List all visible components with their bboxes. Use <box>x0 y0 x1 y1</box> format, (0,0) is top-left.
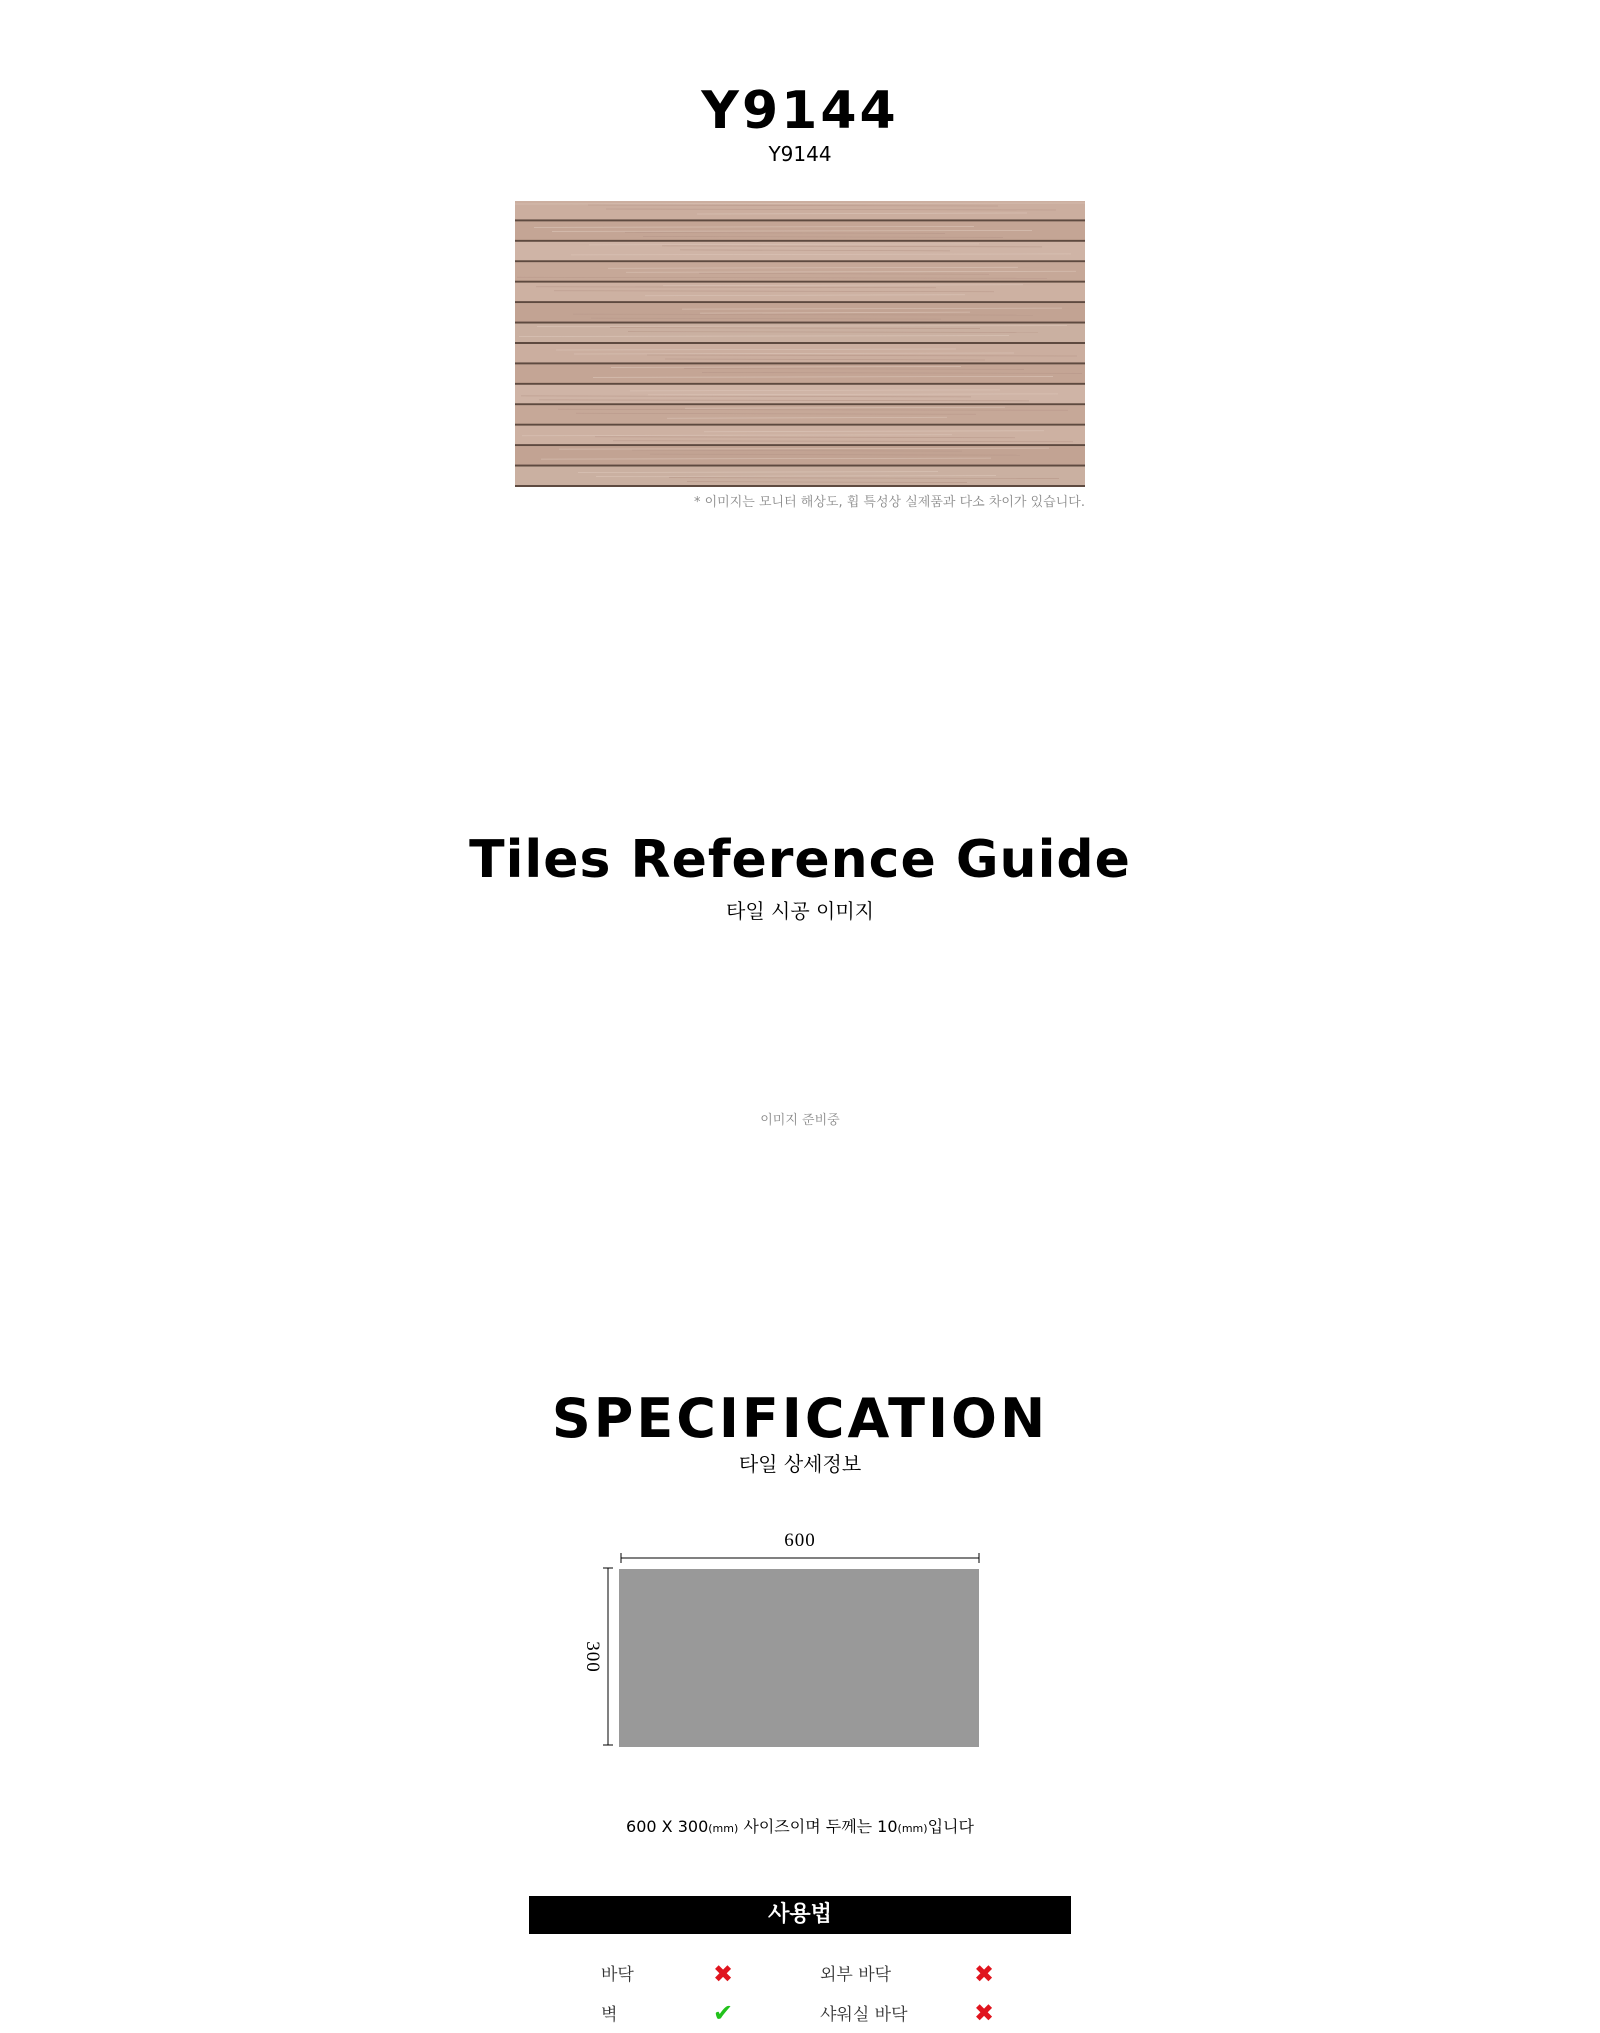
not-allowed-icon: ✖ <box>713 1960 734 1988</box>
usage-label-exterior-floor: 외부 바닥 <box>820 1965 892 1985</box>
slat-groove <box>515 424 1085 426</box>
wood-slat <box>515 262 1085 282</box>
slat-groove <box>515 240 1085 242</box>
reference-guide-title: Tiles Reference Guide <box>469 830 1131 890</box>
image-disclaimer: * 이미지는 모니터 해상도, 휩 특성상 실제품과 다소 차이가 있습니다. <box>693 495 1085 510</box>
wood-slat <box>515 283 1085 303</box>
usage-label-shower-floor: 샤워실 바닥 <box>820 2005 908 2025</box>
usage-header: 사용법 <box>529 1896 1071 1934</box>
width-dimension-label: 600 <box>784 1530 816 1551</box>
slat-groove <box>515 403 1085 405</box>
size-description: 600 X 300(mm) 사이즈이며 두께는 10(mm)입니다 <box>626 1817 974 1836</box>
usage-label-wall: 벽 <box>601 2005 618 2025</box>
slat-groove <box>515 219 1085 221</box>
image-preparing-placeholder: 이미지 준비중 <box>760 1113 840 1128</box>
specification-subtitle: 타일 상세정보 <box>738 1452 862 1476</box>
height-dimension-label: 300 <box>582 1641 603 1673</box>
wood-slat <box>515 303 1085 323</box>
product-title: Y9144 <box>701 81 899 141</box>
slat-groove <box>515 444 1085 446</box>
tile-dimension-diagram <box>570 1525 1010 1765</box>
slat-groove <box>515 465 1085 467</box>
usage-label-floor: 바닥 <box>601 1965 634 1985</box>
slat-groove <box>515 383 1085 385</box>
slat-groove <box>515 281 1085 283</box>
slat-groove <box>515 301 1085 303</box>
not-allowed-icon: ✖ <box>974 1999 995 2027</box>
wood-slat <box>515 405 1085 425</box>
slat-groove <box>515 322 1085 324</box>
slat-groove <box>515 362 1085 364</box>
specification-title: SPECIFICATION <box>551 1387 1049 1450</box>
slat-groove <box>515 260 1085 262</box>
tile-size-rectangle <box>619 1569 979 1747</box>
tile-product-image <box>515 201 1085 487</box>
reference-guide-subtitle: 타일 시공 이미지 <box>726 899 874 923</box>
slat-groove <box>515 485 1085 487</box>
wood-slat <box>515 364 1085 384</box>
wood-slat <box>515 385 1085 405</box>
product-code: Y9144 <box>768 142 832 166</box>
not-allowed-icon: ✖ <box>974 1960 995 1988</box>
allowed-check-icon: ✔ <box>713 1999 734 2027</box>
slat-groove <box>515 342 1085 344</box>
